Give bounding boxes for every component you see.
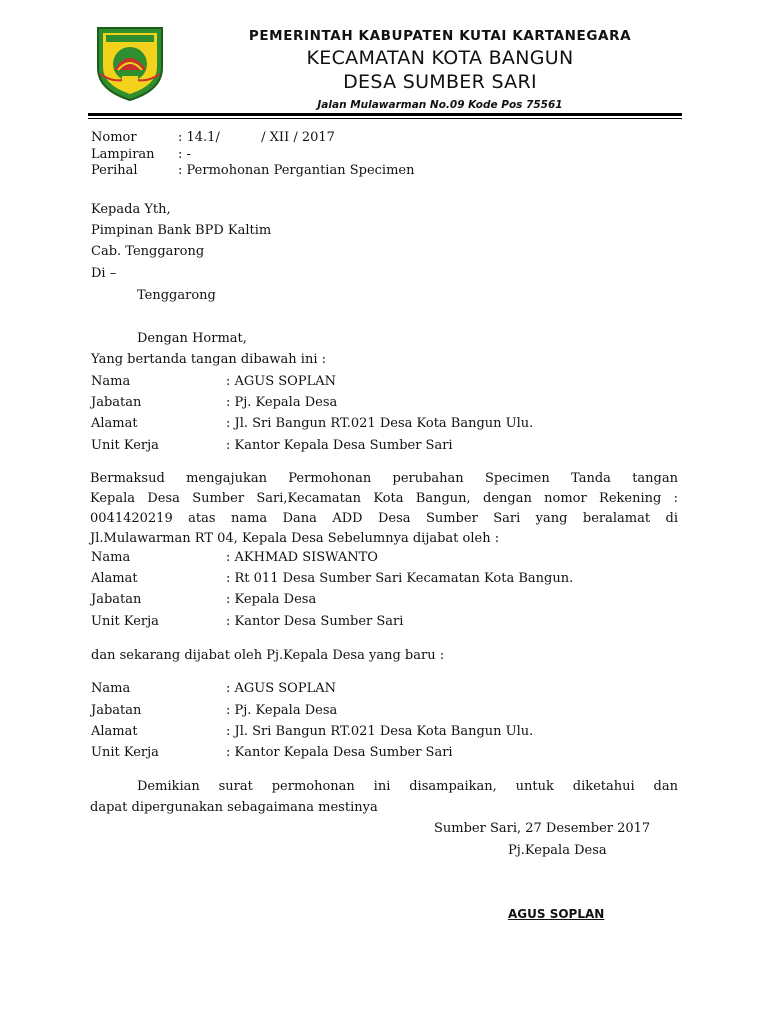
place-date: Sumber Sari, 27 Desember 2017 <box>434 821 651 836</box>
new-official-value: : AGUS SOPLAN <box>226 681 336 696</box>
letterhead-address: Jalan Mulawarman No.09 Kode Pos 75561 <box>317 99 563 111</box>
new-official-label: Alamat <box>91 724 138 739</box>
previous-label: Alamat <box>91 571 138 586</box>
body-paragraph-line: Kepala Desa Sumber Sari,Kecamatan Kota Bangun, dengan nomor Rekening : <box>90 491 678 506</box>
signer-value: : Kantor Kepala Desa Sumber Sari <box>226 438 453 453</box>
new-official-label: Unit Kerja <box>91 745 159 760</box>
new-official-label: Nama <box>91 681 131 696</box>
signer-value: : Jl. Sri Bangun RT.021 Desa Kota Bangun Ulu. <box>226 416 534 431</box>
signer-label: Nama <box>91 374 131 389</box>
signatory-title: Pj.Kepala Desa <box>508 843 607 858</box>
perihal-value: : Permohonan Pergantian Specimen <box>178 163 415 178</box>
body-paragraph-line: Jl.Mulawarman RT 04, Kepala Desa Sebelumnya dijabat oleh : <box>90 531 500 546</box>
previous-value: : Rt 011 Desa Sumber Sari Kecamatan Kota Bangun. <box>226 571 574 586</box>
previous-value: : Kepala Desa <box>226 592 317 607</box>
letterhead-district-line: KECAMATAN KOTA BANGUN <box>306 47 574 69</box>
nomor-value: : 14.1/ / XII / 2017 <box>178 130 335 145</box>
letterhead-divider-thick <box>88 113 682 116</box>
previous-value: : AKHMAD SISWANTO <box>226 550 378 565</box>
letterhead <box>180 26 700 114</box>
signer-value: : Pj. Kepala Desa <box>226 395 338 410</box>
intro-line: Yang bertanda tangan dibawah ini : <box>91 352 326 367</box>
new-official-value: : Jl. Sri Bangun RT.021 Desa Kota Bangun Ulu. <box>226 724 534 739</box>
previous-label: Jabatan <box>91 592 142 607</box>
signatory-name: AGUS SOPLAN <box>508 907 605 921</box>
salutation: Dengan Hormat, <box>137 331 247 346</box>
recipient-greeting: Kepada Yth, <box>91 202 171 217</box>
signer-label: Unit Kerja <box>91 438 159 453</box>
closing-line: Demikian surat permohonan ini disampaikan, untuk diketahui dan <box>137 779 678 794</box>
regency-emblem-logo <box>92 24 168 102</box>
recipient-line-3: Di – <box>91 266 117 281</box>
new-official-value: : Pj. Kepala Desa <box>226 703 338 718</box>
body-paragraph-line: 0041420219 atas nama Dana ADD Desa Sumber Sari yang beralamat di <box>90 511 678 526</box>
letterhead-divider-thin <box>88 118 682 119</box>
body-paragraph-line: Bermaksud mengajukan Permohonan perubahan Specimen Tanda tangan <box>90 471 678 486</box>
new-official-value: : Kantor Kepala Desa Sumber Sari <box>226 745 453 760</box>
new-official-label: Jabatan <box>91 703 142 718</box>
previous-label: Unit Kerja <box>91 614 159 629</box>
recipient-line-2: Cab. Tenggarong <box>91 244 205 259</box>
transition-line: dan sekarang dijabat oleh Pj.Kepala Desa yang baru : <box>91 648 445 663</box>
previous-label: Nama <box>91 550 131 565</box>
perihal-label: Perihal <box>91 163 138 178</box>
recipient-city: Tenggarong <box>137 288 216 303</box>
letterhead-village-line: DESA SUMBER SARI <box>343 71 537 93</box>
signer-label: Jabatan <box>91 395 142 410</box>
signer-value: : AGUS SOPLAN <box>226 374 336 389</box>
closing-line: dapat dipergunakan sebagaimana mestinya <box>90 800 378 815</box>
lampiran-value: : - <box>178 147 191 162</box>
signer-label: Alamat <box>91 416 138 431</box>
letterhead-government-line: PEMERINTAH KABUPATEN KUTAI KARTANEGARA <box>248 28 632 44</box>
nomor-label: Nomor <box>91 130 137 145</box>
previous-value: : Kantor Desa Sumber Sari <box>226 614 404 629</box>
lampiran-label: Lampiran <box>91 147 155 162</box>
recipient-line-1: Pimpinan Bank BPD Kaltim <box>91 223 272 238</box>
